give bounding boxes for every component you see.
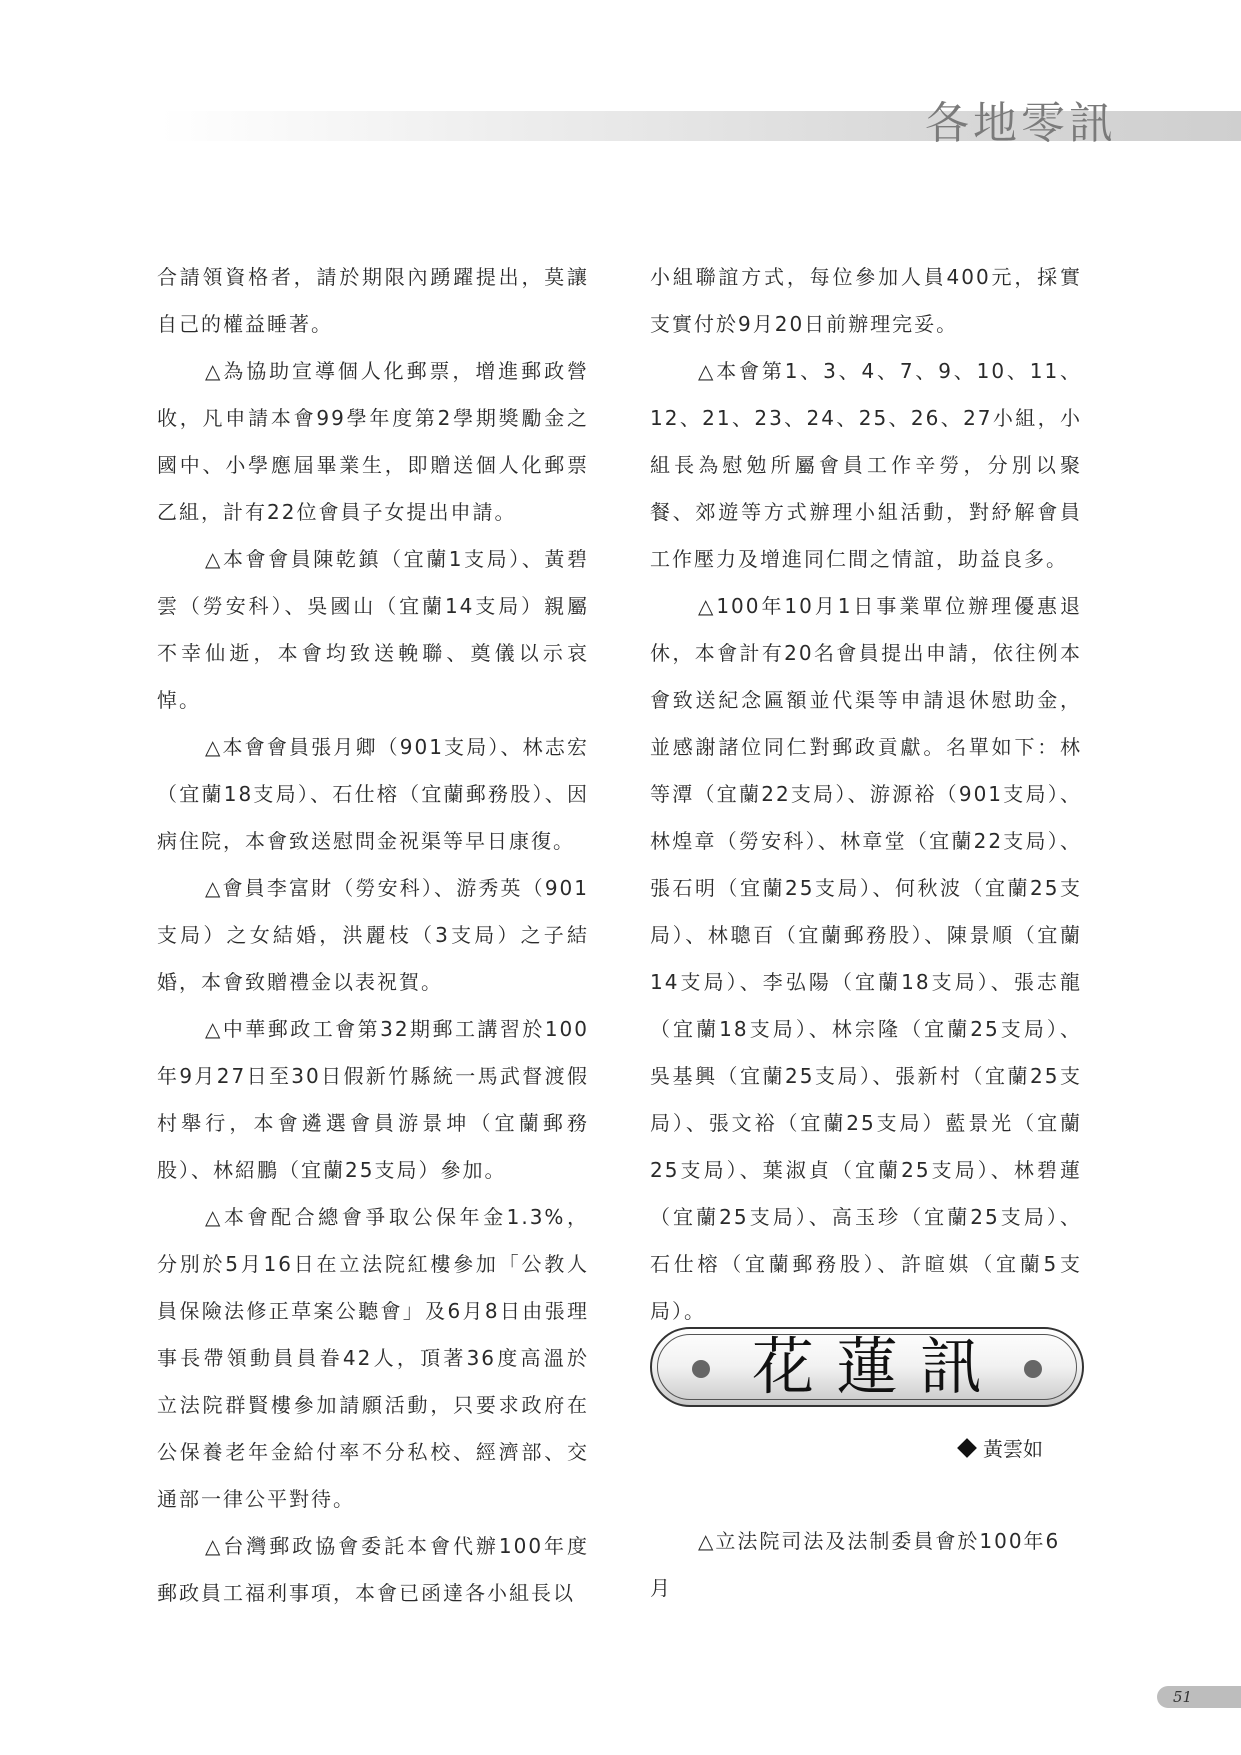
paragraph: △台灣郵政協會委託本會代辦100年度郵政員工福利事項，本會已函達各小組長以: [157, 1534, 589, 1605]
paragraph: △本會會員陳乾鎮（宜蘭1支局）、黃碧雲（勞安科）、吳國山（宜蘭14支局）親屬不幸仙逝，本會均致送輓聯、奠儀以示哀悼。: [157, 547, 589, 712]
left-column: [157, 254, 589, 1617]
page-number-tab: [1157, 1686, 1241, 1708]
paragraph: △為協助宣導個人化郵票，增進郵政營收，凡申請本會99學年度第2學期獎勵金之國中、小學應屆畢業生，即贈送個人化郵票乙組，計有22位會員子女提出申請。: [157, 359, 589, 524]
right-column: [650, 254, 1082, 1335]
hualien-first-paragraph: △立法院司法及法制委員會於100年6月: [650, 1529, 1061, 1600]
paragraph: △本會會員張月卿（901支局）、林志宏（宜蘭18支局）、石仕榕（宜蘭郵務股）、因病住院，本會致送慰問金祝渠等早日康復。: [157, 735, 589, 853]
paragraph: △本會配合總會爭取公保年金1.3%，分別於5月16日在立法院紅樓參加「公教人員保險法修正草案公聽會」及6月8日由張理事長帶領動員員眷42人，頂著36度高溫於立法院群賢樓參加請願活動，只要求政府在公保養老年金給付率不分私校、經濟部、交通部一律公平對待。: [157, 1205, 589, 1511]
paragraph: △100年10月1日事業單位辦理優惠退休，本會計有20名會員提出申請，依往例本會致送紀念匾額並代渠等申請退休慰助金，並感謝諸位同仁對郵政貢獻。名單如下：林等潭（宜蘭22支局）、游源裕（901支局）、林煌章（勞安科）、林章堂（宜蘭22支局）、張石明（宜蘭25支局）、何秋波（宜蘭25支局）、林聰百（宜蘭郵務股）、陳景順（宜蘭14支局）、李弘陽（宜蘭18支局）、張志龍（宜蘭18支局）、林宗隆（宜蘭25支局）、吳基興（宜蘭25支局）、張新村（宜蘭25支局）、張文裕（宜蘭25支局）藍景光（宜蘭25支局）、葉淑貞（宜蘭25支局）、林碧蓮（宜蘭25支局）、高玉珍（宜蘭25支局）、石仕榕（宜蘭郵務股）、許暄娸（宜蘭5支局）。: [650, 594, 1082, 1323]
author-name: 黃雲如: [983, 1437, 1043, 1461]
hualien-section-title: 花蓮訊: [751, 1330, 1004, 1403]
hualien-banner: [650, 1327, 1084, 1407]
paragraph: 合請領資格者，請於期限內踴躍提出，莫讓自己的權益睡著。: [157, 265, 589, 336]
paragraph: △本會第1、3、4、7、9、10、11、12、21、23、24、25、26、27小組，小組長為慰勉所屬會員工作辛勞，分別以聚餐、郊遊等方式辦理小組活動，對紓解會員工作壓力及增進同仁間之情誼，助益良多。: [650, 359, 1082, 571]
paragraph: △會員李富財（勞安科）、游秀英（901支局）之女結婚，洪麗枝（3支局）之子結婚，本會致贈禮金以表祝賀。: [157, 876, 589, 994]
diamond-bullet-icon: [957, 1438, 977, 1458]
paragraph: 小組聯誼方式，每位參加人員400元，採實支實付於9月20日前辦理完妥。: [650, 265, 1082, 336]
author-byline: [960, 1434, 1043, 1464]
paragraph: △中華郵政工會第32期郵工講習於100年9月27日至30日假新竹縣統一馬武督渡假村舉行，本會遴選會員游景坤（宜蘭郵務股）、林紹鵬（宜蘭25支局）參加。: [157, 1017, 589, 1182]
section-title: 各地零訊: [925, 98, 1117, 149]
page-number: 51: [1173, 1688, 1193, 1706]
